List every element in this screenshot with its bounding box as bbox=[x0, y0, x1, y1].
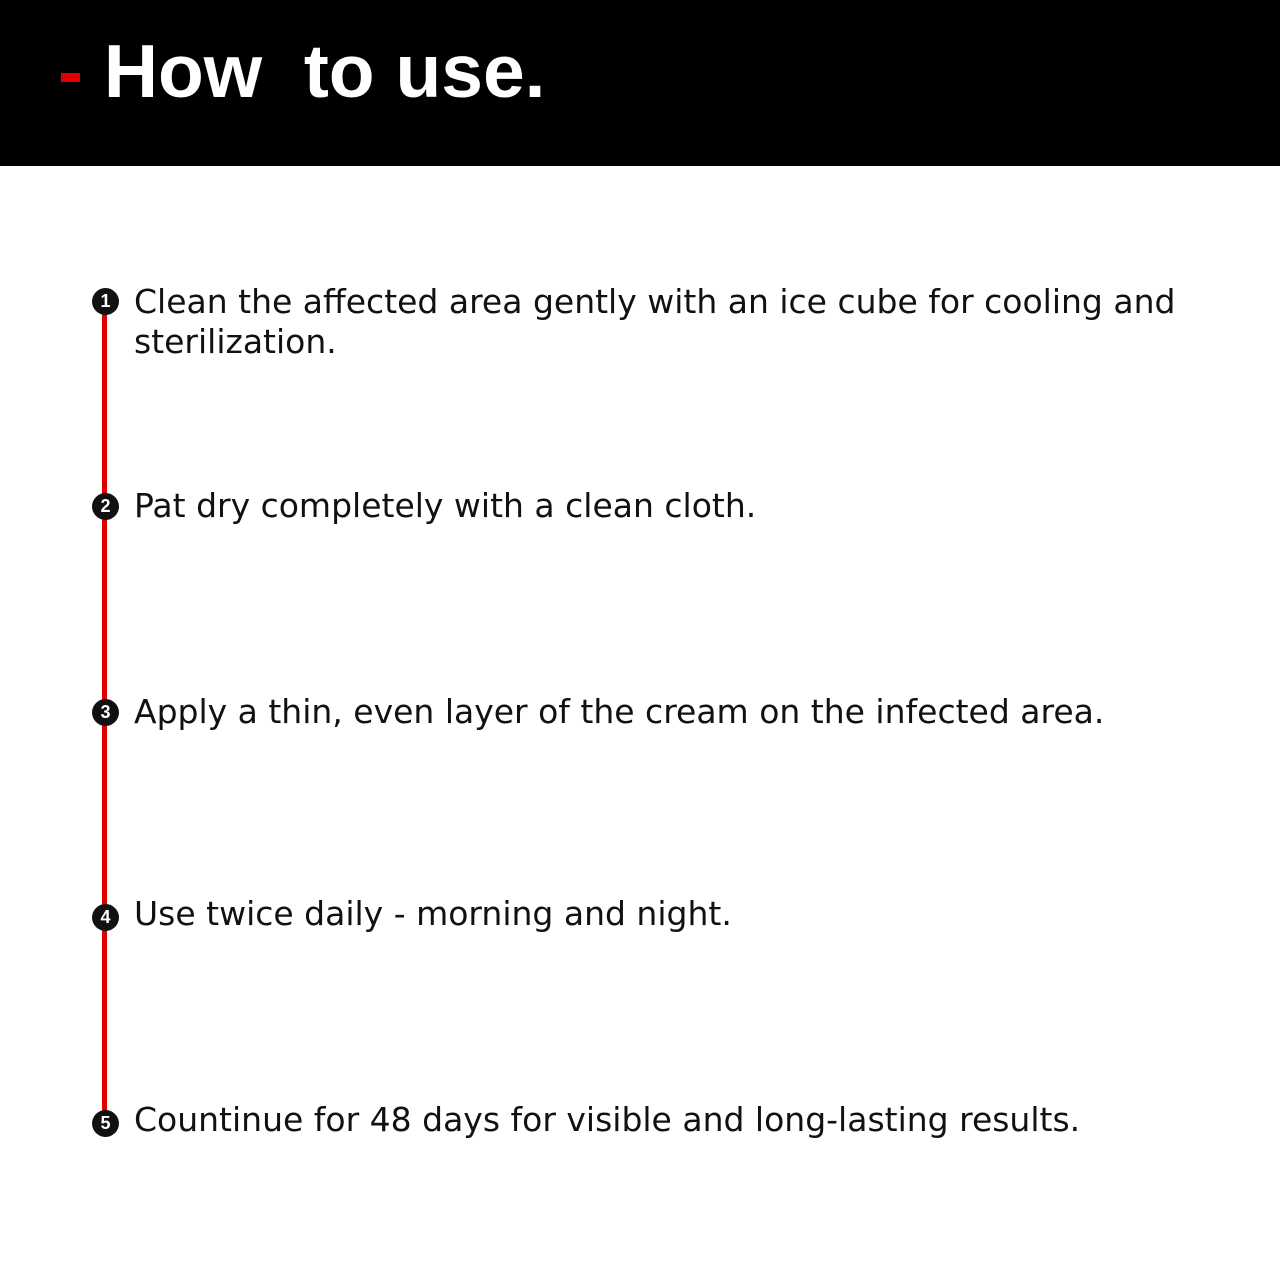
step-text: Clean the affected area gently with an ice cube for cooling and sterilization. bbox=[134, 282, 1176, 361]
step-number-badge: 5 bbox=[92, 1110, 119, 1137]
title-text: How to use. bbox=[103, 29, 546, 113]
step-number-badge: 3 bbox=[92, 699, 119, 726]
title-dash: - bbox=[58, 29, 83, 113]
step-text: Apply a thin, even layer of the cream on the infected area. bbox=[134, 692, 1105, 731]
step-text: Use twice daily - morning and night. bbox=[134, 894, 732, 933]
step-number-badge: 2 bbox=[92, 493, 119, 520]
step-number-badge: 1 bbox=[92, 288, 119, 315]
step-text: Pat dry completely with a clean cloth. bbox=[134, 486, 757, 525]
header-bar bbox=[0, 0, 1280, 166]
step-number-badge: 4 bbox=[92, 904, 119, 931]
step-text: Countinue for 48 days for visible and long-lasting results. bbox=[134, 1100, 1081, 1139]
page-title bbox=[58, 28, 546, 114]
